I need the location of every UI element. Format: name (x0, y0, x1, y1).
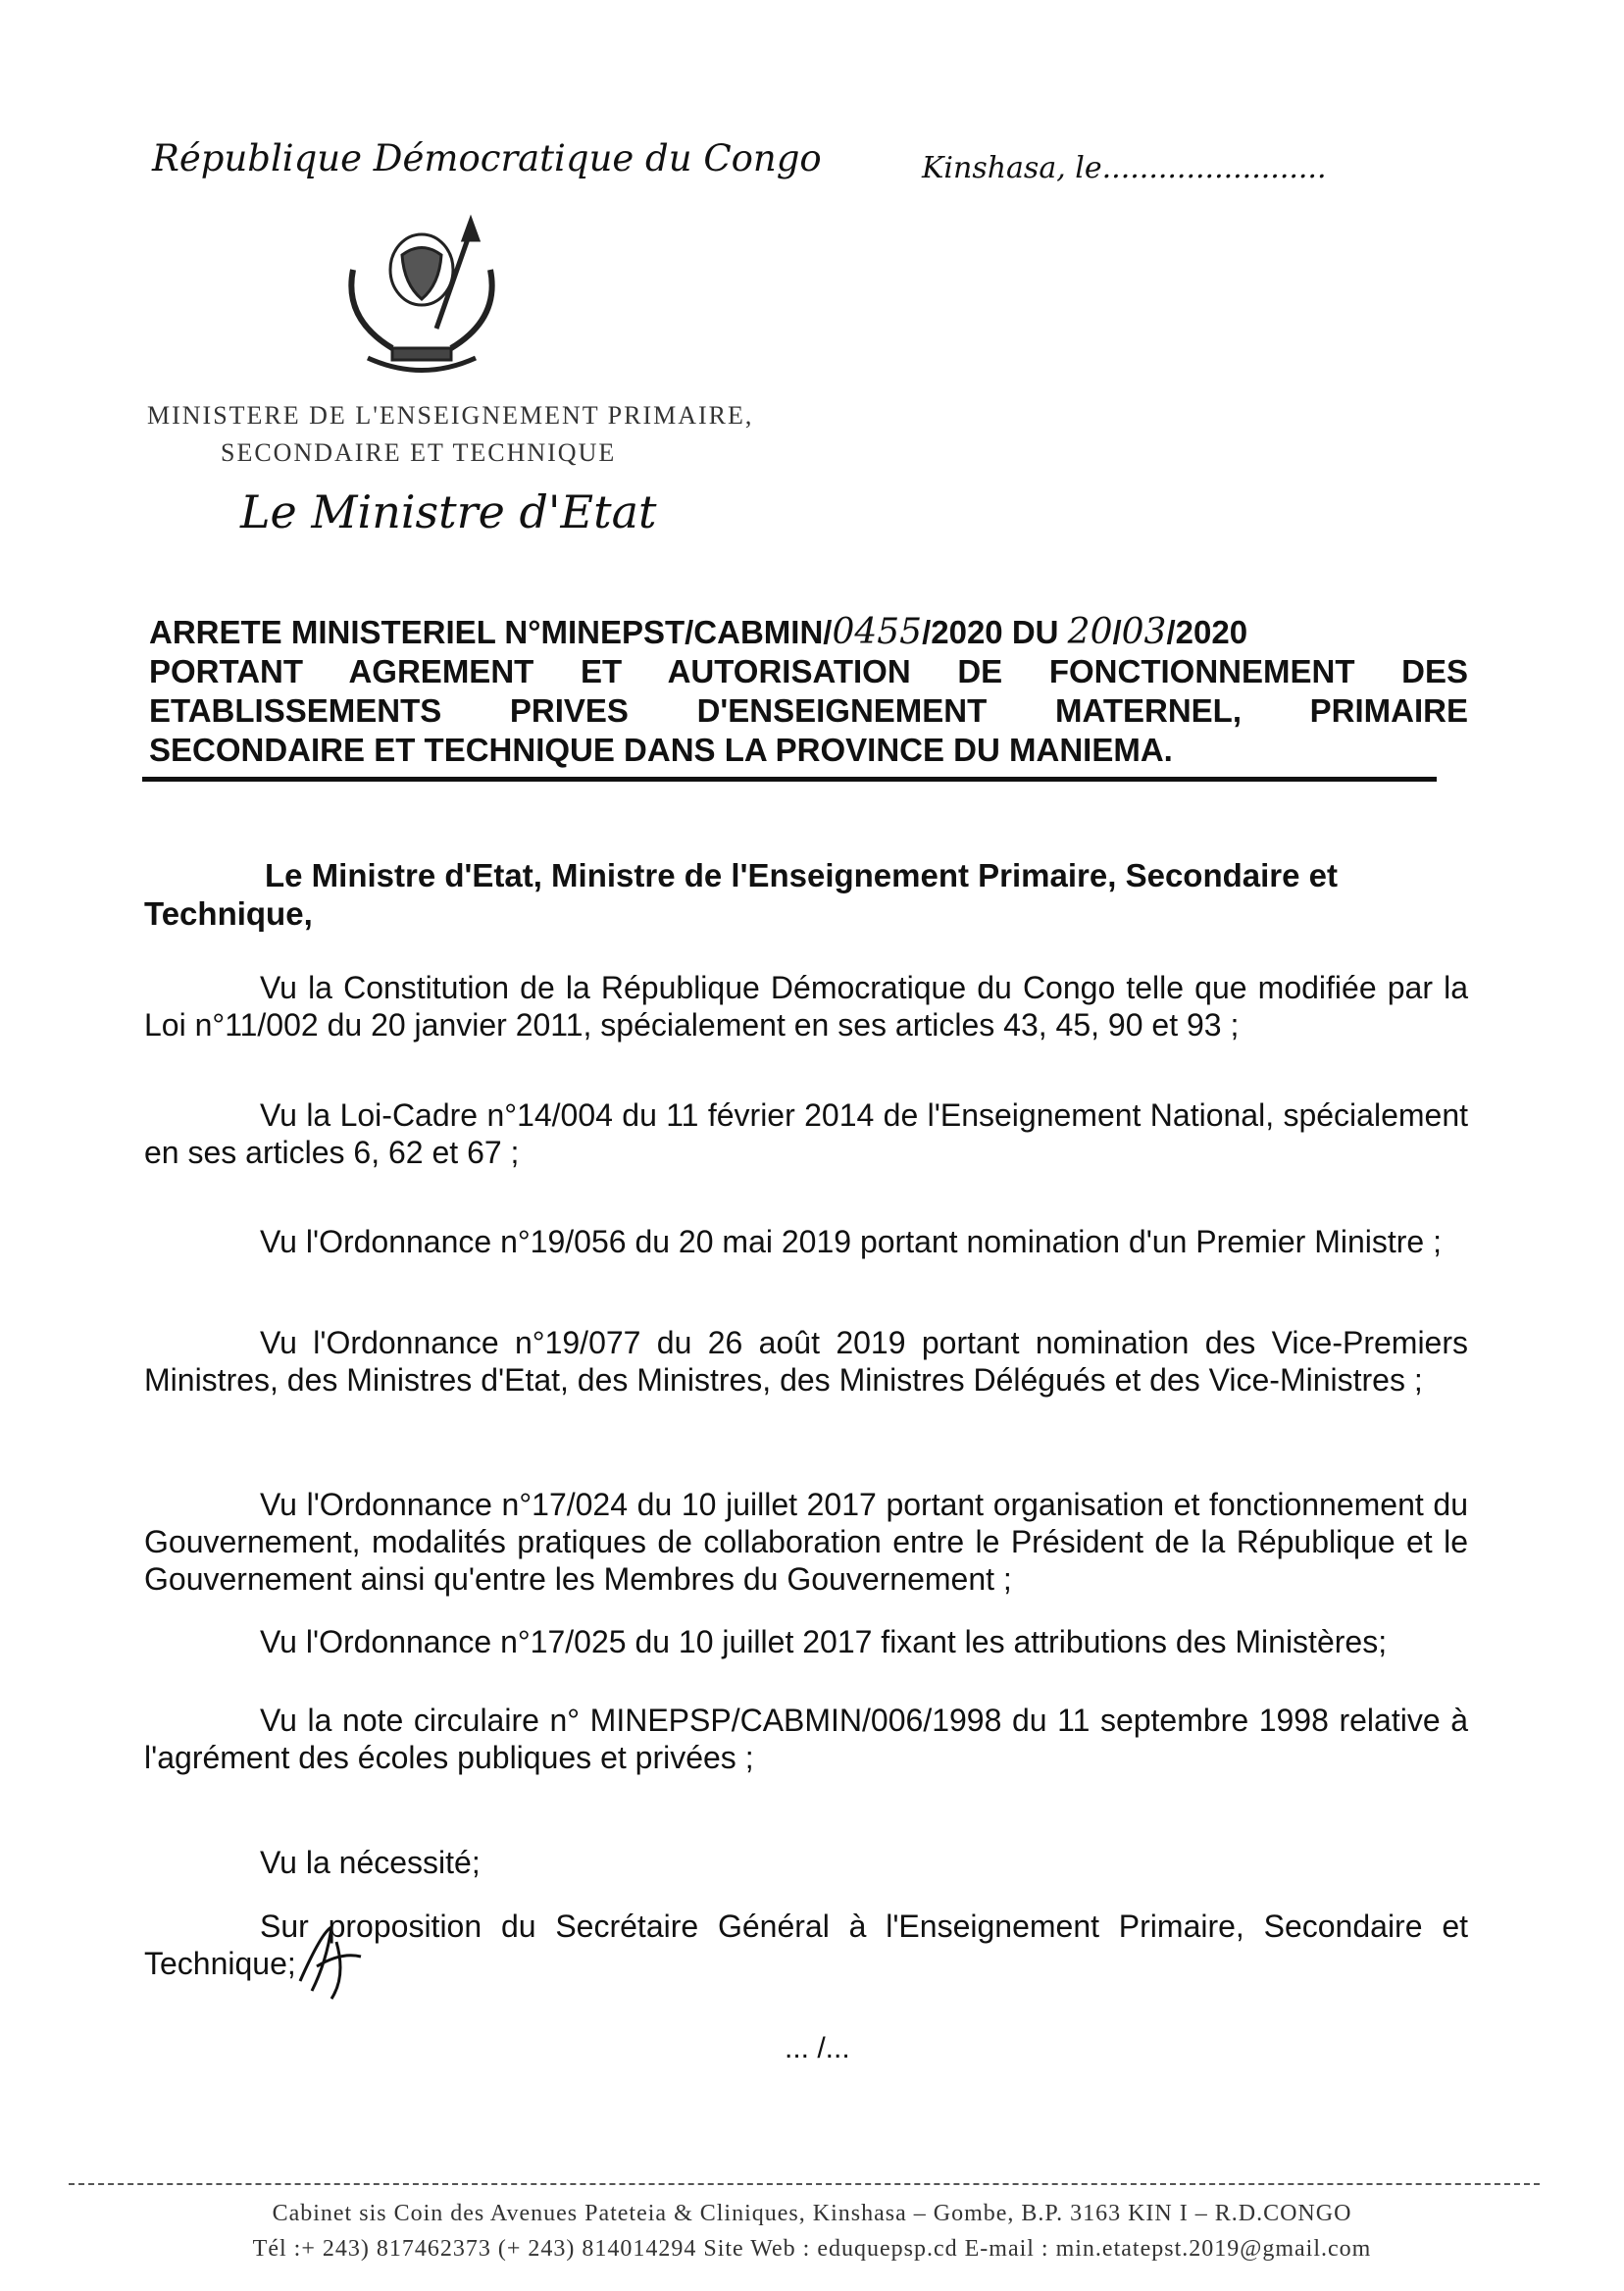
decree-month: 03 (1121, 612, 1167, 652)
decree-year: /2020 DU (922, 614, 1068, 650)
ministry-name (147, 397, 753, 472)
republic-heading: République Démocratique du Congo (152, 137, 822, 179)
page-continuation-mark: ... /... (785, 2032, 850, 2064)
footer-divider (69, 2183, 1540, 2185)
preamble-line-2: Technique, (144, 895, 313, 932)
place-date-field: Kinshasa, le........................ (922, 151, 1327, 185)
decree-subject-end: SECONDAIRE ET TECHNIQUE DANS LA PROVINCE DU MANIEMA. (149, 732, 1173, 768)
consideration-loi-cadre: Vu la Loi-Cadre n°14/004 du 11 février 2014 de l'Enseignement National, spécialement en ses articles 6, 62 et 67 ; (144, 1097, 1468, 1170)
minister-title: Le Ministre d'Etat (240, 485, 657, 538)
initials-signature (292, 1922, 369, 2001)
consideration-vice-premiers: Vu l'Ordonnance n°19/077 du 26 août 2019 portant nomination des Vice-Premiers Ministres, des Ministres d'Etat, des Ministres, des Ministres Délégués et des Vice-Ministres ; (144, 1325, 1468, 1398)
title-underline (142, 777, 1437, 782)
decree-subject: PORTANT AGREMENT ET AUTORISATION DE FONCTIONNEMENT DES ETABLISSEMENTS PRIVES D'ENSEIGNEMENT MATERNEL, PRIMAIRE (149, 653, 1468, 729)
coat-of-arms-emblem (324, 211, 520, 387)
decree-title (149, 613, 1468, 770)
ministry-line-2: SECONDAIRE ET TECHNIQUE (221, 438, 617, 467)
ministry-line-1: MINISTERE DE L'ENSEIGNEMENT PRIMAIRE, (147, 401, 754, 430)
decree-prefix: ARRETE MINISTERIEL N°MINEPST/CABMIN/ (149, 614, 833, 650)
consideration-constitution: Vu la Constitution de la République Démocratique du Congo telle que modifiée par la Loi n°11/002 du 20 janvier 2011, spécialement en ses articles 43, 45, 90 et 93 ; (144, 970, 1468, 1043)
consideration-proposition: Sur proposition du Secrétaire Général à l'Enseignement Primaire, Secondaire et Technique; (144, 1909, 1468, 1981)
consideration-note-circulaire: Vu la note circulaire n° MINEPSP/CABMIN/006/1998 du 11 septembre 1998 relative à l'agrément des écoles publiques et privées ; (144, 1703, 1468, 1775)
consideration-necessite: Vu la nécessité; (260, 1845, 481, 1880)
preamble-line-1: Le Ministre d'Etat, Ministre de l'Enseignement Primaire, Secondaire et (265, 857, 1338, 893)
date-separator: / (1112, 614, 1122, 650)
consideration-organisation: Vu l'Ordonnance n°17/024 du 10 juillet 2017 portant organisation et fonctionnement du Gouvernement, modalités pratiques de collaboration entre le Président de la République et le Gouvernement ainsi qu'entre les Membres du Gouvernement ; (144, 1487, 1468, 1597)
decree-number: 0455 (832, 612, 923, 652)
decree-year-end: /2020 (1166, 614, 1248, 650)
consideration-attributions: Vu l'Ordonnance n°17/025 du 10 juillet 2017 fixant les attributions des Ministères; (260, 1624, 1388, 1659)
footer-address: Cabinet sis Coin des Avenues Pateteia & Cliniques, Kinshasa – Gombe, B.P. 3163 KIN I – R.D.CONGO (272, 2201, 1352, 2226)
decree-day: 20 (1067, 612, 1113, 652)
decree-reference (149, 613, 1468, 652)
consideration-premier-ministre: Vu l'Ordonnance n°19/056 du 20 mai 2019 portant nomination d'un Premier Ministre ; (260, 1224, 1442, 1259)
footer-contacts: Tél :+ 243) 817462373 (+ 243) 814014294 Site Web : eduquepsp.cd E-mail : min.etatepst.2019@gmail.com (252, 2236, 1372, 2262)
